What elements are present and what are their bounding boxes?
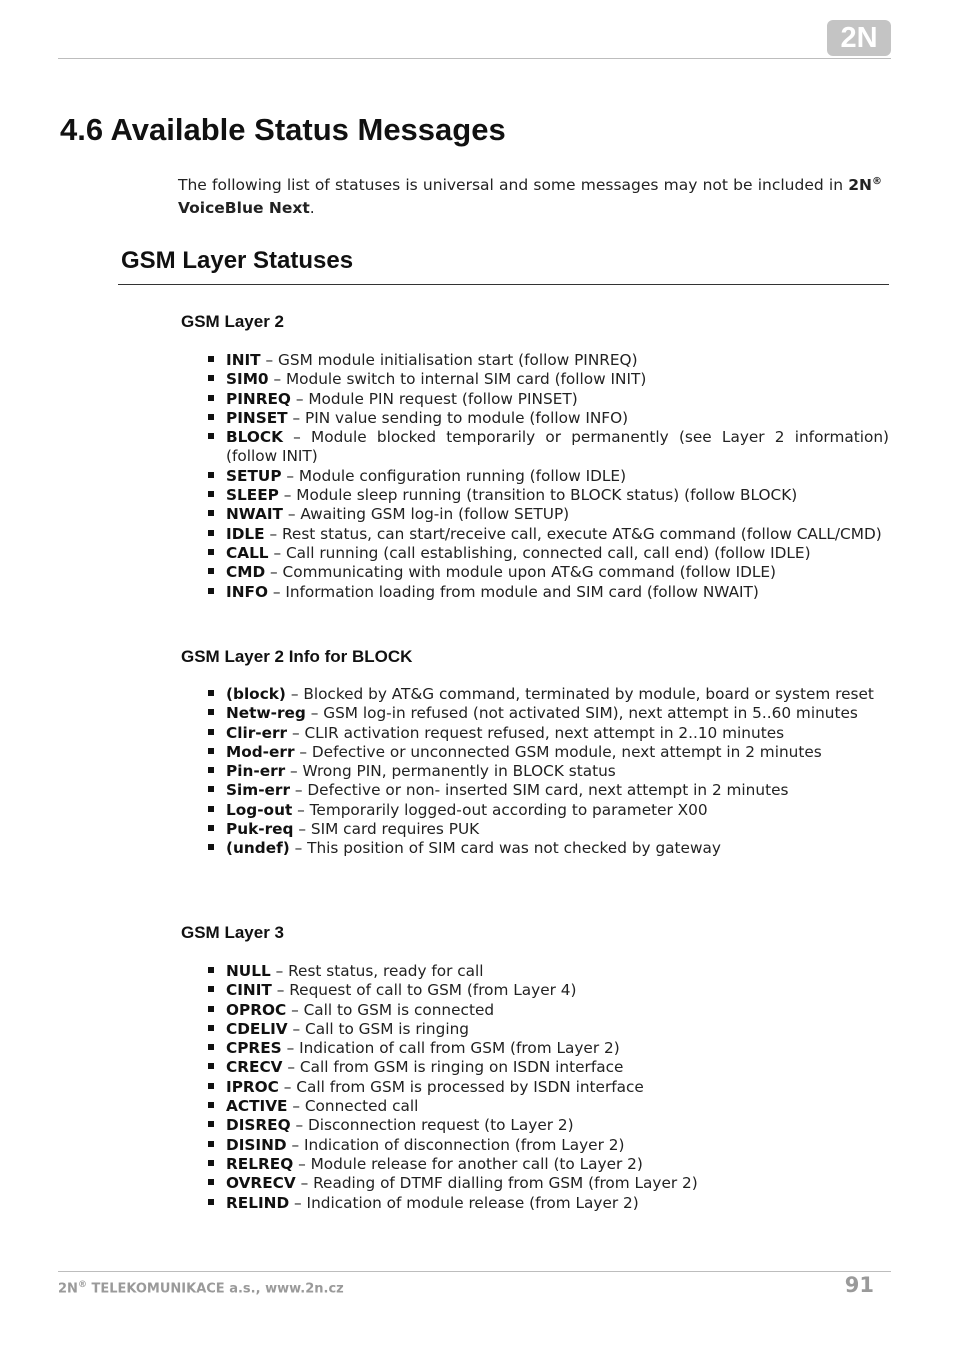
- status-term: Mod-err: [226, 742, 295, 761]
- bullet-icon: [208, 414, 214, 420]
- list-item: [207, 467, 889, 486]
- status-description: – Module release for another call (to Layer 2): [298, 1154, 643, 1173]
- list-item: [207, 781, 889, 800]
- list-item: [207, 505, 889, 524]
- bullet-icon: [208, 786, 214, 792]
- bullet-icon: [208, 709, 214, 715]
- bullet-icon: [208, 1006, 214, 1012]
- bullet-icon: [208, 395, 214, 401]
- status-term: DISIND: [226, 1135, 287, 1154]
- bullet-icon: [208, 588, 214, 594]
- status-term: Log-out: [226, 800, 293, 819]
- bullet-icon: [208, 844, 214, 850]
- status-term: NULL: [226, 962, 271, 980]
- status-description: – Rest status, can start/receive call, execute AT&G command (follow CALL/CMD): [269, 524, 882, 543]
- list-item: [207, 801, 889, 820]
- status-description: – CLIR activation request refused, next attempt in 2..10 minutes: [291, 723, 785, 742]
- footer-text: 2N® TELEKOMUNIKACE a.s., www.2n.cz: [58, 1280, 344, 1297]
- bullet-icon: [208, 375, 214, 381]
- status-description: – Indication of disconnection (from Layer 2): [291, 1135, 625, 1154]
- list-item: [207, 583, 889, 602]
- status-description: – Disconnection request (to Layer 2): [295, 1116, 574, 1135]
- status-term: IDLE: [226, 524, 265, 543]
- bullet-icon: [208, 1083, 214, 1089]
- status-description: – Module switch to internal SIM card (follow INIT): [273, 370, 647, 389]
- status-description: – Call from GSM is ringing on ISDN interface: [287, 1058, 624, 1077]
- list-item: [207, 544, 889, 563]
- bullet-icon: [208, 433, 214, 439]
- bullet-icon: [208, 729, 214, 735]
- status-term: ACTIVE: [226, 1097, 288, 1116]
- status-description: – SIM card requires PUK: [298, 820, 480, 839]
- status-term: CDELIV: [226, 1019, 288, 1038]
- bullet-icon: [208, 472, 214, 478]
- subsection-title-layer2: GSM Layer 2: [181, 312, 284, 331]
- status-term: CINIT: [226, 981, 272, 1000]
- intro-text: The following list of statuses is universal and some messages may not be included in: [178, 176, 844, 195]
- status-description: – Awaiting GSM log-in (follow SETUP): [287, 505, 570, 524]
- status-term: IPROC: [226, 1077, 279, 1096]
- status-description: – Connected call: [292, 1097, 419, 1116]
- bullet-icon: [208, 767, 214, 773]
- status-description: – Indication of module release (from Layer 2): [294, 1193, 639, 1212]
- status-description: – Module blocked temporarily or permanently (see Layer 2 information) (follow INIT): [226, 428, 889, 466]
- bullet-icon: [208, 491, 214, 497]
- bullet-icon: [208, 690, 214, 696]
- status-description: – Wrong PIN, permanently in BLOCK status: [290, 762, 616, 781]
- list-item: [207, 724, 889, 743]
- status-list-layer2-block: [207, 685, 889, 859]
- status-description: – Temporarily logged-out according to parameter X00: [297, 800, 708, 819]
- status-description: – Indication of call from GSM (from Layer 2): [286, 1039, 620, 1058]
- section-divider: [118, 284, 889, 285]
- status-term: Puk-req: [226, 820, 294, 839]
- list-item: [207, 820, 889, 839]
- status-description: – Call to GSM is connected: [291, 1000, 495, 1019]
- status-term: CALL: [226, 543, 269, 562]
- status-term: BLOCK: [226, 428, 283, 447]
- bullet-icon: [208, 356, 214, 362]
- list-item: [207, 1020, 889, 1039]
- status-term: CRECV: [226, 1058, 283, 1077]
- status-description: – Communicating with module upon AT&G command (follow IDLE): [270, 563, 777, 582]
- status-description: – This position of SIM card was not checked by gateway: [294, 839, 721, 858]
- status-description: – GSM module initialisation start (follow PINREQ): [265, 351, 638, 369]
- list-item: [207, 390, 889, 409]
- status-description: – Information loading from module and SIM card (follow NWAIT): [272, 582, 759, 601]
- list-item: [207, 685, 889, 704]
- status-term: RELREQ: [226, 1154, 294, 1173]
- list-item: [207, 704, 889, 723]
- status-description: – Request of call to GSM (from Layer 4): [276, 981, 577, 1000]
- status-term: INIT: [226, 351, 261, 369]
- list-item: [207, 486, 889, 505]
- bullet-icon: [208, 986, 214, 992]
- status-description: – Defective or unconnected GSM module, next attempt in 2 minutes: [299, 742, 822, 761]
- bullet-icon: [208, 549, 214, 555]
- status-term: INFO: [226, 582, 268, 601]
- status-term: Clir-err: [226, 723, 288, 742]
- header-divider: [58, 58, 891, 59]
- status-description: – Call to GSM is ringing: [292, 1019, 469, 1038]
- list-item: [207, 370, 889, 389]
- list-item: [207, 1097, 889, 1116]
- section-title: GSM Layer Statuses: [121, 247, 354, 274]
- list-item: [207, 1039, 889, 1058]
- status-term: CPRES: [226, 1039, 282, 1058]
- status-term: SETUP: [226, 466, 282, 485]
- status-term: RELIND: [226, 1193, 290, 1212]
- list-item: [207, 1116, 889, 1135]
- list-item: [207, 962, 889, 981]
- page-number: 91: [844, 1273, 874, 1297]
- list-item: [207, 743, 889, 762]
- status-description: – Module configuration running (follow IDLE): [286, 466, 627, 485]
- status-list-layer3: [207, 962, 889, 1213]
- subsection-title-layer2-block: GSM Layer 2 Info for BLOCK: [181, 647, 413, 666]
- page-title: 4.6 Available Status Messages: [60, 112, 506, 147]
- intro-paragraph: The following list of statuses is universal and some messages may not be included in 2N® VoiceBlue Next.: [178, 176, 882, 218]
- status-term: Sim-err: [226, 781, 291, 800]
- bullet-icon: [208, 1025, 214, 1031]
- bullet-icon: [208, 1141, 214, 1147]
- status-term: SIM0: [226, 370, 269, 389]
- status-term: CMD: [226, 563, 266, 582]
- status-term: OVRECV: [226, 1174, 296, 1193]
- list-item: [207, 762, 889, 781]
- status-description: – Call running (call establishing, connected call, call end) (follow IDLE): [273, 543, 811, 562]
- status-term: Pin-err: [226, 762, 286, 781]
- footer-divider: [58, 1271, 891, 1272]
- status-term: Netw-reg: [226, 704, 306, 723]
- status-term: PINSET: [226, 408, 288, 427]
- bullet-icon: [208, 806, 214, 812]
- bullet-icon: [208, 1160, 214, 1166]
- status-description: – GSM log-in refused (not activated SIM), next attempt in 5..60 minutes: [310, 704, 858, 723]
- status-description: – Blocked by AT&G command, terminated by module, board or system reset: [290, 685, 874, 703]
- bullet-icon: [208, 1121, 214, 1127]
- list-item: [207, 1155, 889, 1174]
- bullet-icon: [208, 967, 214, 973]
- status-description: – Defective or non- inserted SIM card, next attempt in 2 minutes: [294, 781, 789, 800]
- subsection-title-layer3: GSM Layer 3: [181, 923, 284, 942]
- list-item: [207, 409, 889, 428]
- status-term: SLEEP: [226, 486, 279, 505]
- brand-logo: 2N: [827, 20, 891, 56]
- status-description: – Module PIN request (follow PINSET): [295, 389, 578, 408]
- status-list-layer2: [207, 351, 889, 602]
- list-item: [207, 525, 889, 544]
- list-item: [207, 1174, 889, 1193]
- list-item: [207, 1136, 889, 1155]
- status-description: – PIN value sending to module (follow INFO): [292, 408, 629, 427]
- list-item: [207, 563, 889, 582]
- bullet-icon: [208, 1044, 214, 1050]
- list-item: [207, 351, 889, 370]
- bullet-icon: [208, 1199, 214, 1205]
- bullet-icon: [208, 1179, 214, 1185]
- status-term: OPROC: [226, 1000, 287, 1019]
- bullet-icon: [208, 1063, 214, 1069]
- list-item: [207, 428, 889, 467]
- bullet-icon: [208, 530, 214, 536]
- status-term: NWAIT: [226, 505, 283, 524]
- list-item: [207, 1058, 889, 1077]
- status-term: PINREQ: [226, 389, 291, 408]
- bullet-icon: [208, 748, 214, 754]
- list-item: [207, 1078, 889, 1097]
- list-item: [207, 981, 889, 1000]
- status-description: – Rest status, ready for call: [275, 962, 484, 980]
- bullet-icon: [208, 510, 214, 516]
- list-item: [207, 1001, 889, 1020]
- status-term: DISREQ: [226, 1116, 291, 1135]
- status-description: – Reading of DTMF dialling from GSM (from Layer 2): [300, 1174, 698, 1193]
- status-description: – Module sleep running (transition to BLOCK status) (follow BLOCK): [283, 486, 798, 505]
- status-description: – Call from GSM is processed by ISDN interface: [283, 1077, 644, 1096]
- bullet-icon: [208, 825, 214, 831]
- status-term: (block): [226, 685, 286, 703]
- status-term: (undef): [226, 839, 290, 858]
- list-item: [207, 1194, 889, 1213]
- intro-brand: 2N® VoiceBlue Next: [178, 176, 882, 218]
- list-item: [207, 839, 889, 858]
- bullet-icon: [208, 1102, 214, 1108]
- bullet-icon: [208, 568, 214, 574]
